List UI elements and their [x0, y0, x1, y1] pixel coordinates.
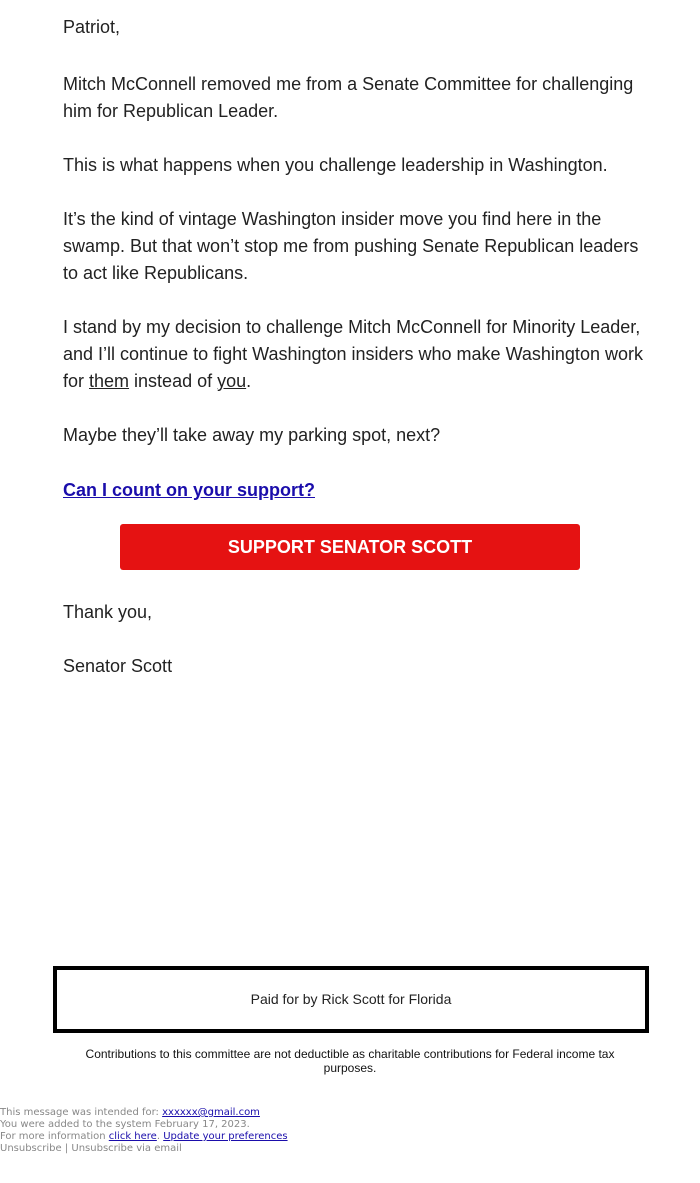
paragraph-2: This is what happens when you challenge leadership in Washington.: [63, 155, 608, 175]
paragraph-4: [63, 314, 643, 395]
paragraph-4-end: .: [246, 371, 252, 391]
signature: Senator Scott: [63, 656, 173, 676]
contributions-note: Contributions to this committee are not deductible as charitable contributions for Federal income tax purposes.: [85, 1047, 615, 1075]
paid-for-disclaimer-box: [53, 966, 649, 1033]
paragraph-3: It’s the kind of vintage Washington insider move you find here in the swamp. But that won’t stop me from pushing Senate Republican leaders to act like Republicans.: [63, 209, 639, 283]
unsubscribe-link[interactable]: Unsubscribe: [0, 1143, 62, 1154]
click-here-link[interactable]: click here: [108, 1131, 157, 1142]
added-date-line: You were added to the system February 17, 2023.: [0, 1119, 250, 1130]
intended-for-label: This message was intended for:: [0, 1107, 163, 1118]
support-senator-scott-button[interactable]: SUPPORT SENATOR SCOTT: [120, 524, 580, 570]
separator: .: [156, 1131, 164, 1142]
update-preferences-link[interactable]: Update your preferences: [163, 1131, 288, 1142]
support-link[interactable]: Can I count on your support?: [63, 480, 315, 500]
paragraph-5: Maybe they’ll take away my parking spot, next?: [63, 425, 441, 445]
pipe-separator: |: [61, 1143, 72, 1154]
emphasis-you: you: [217, 371, 247, 391]
closing: Thank you,: [63, 602, 153, 622]
intended-for-line: [0, 1107, 400, 1119]
recipient-email-link[interactable]: xxxxxx@gmail.com: [162, 1107, 260, 1118]
email-footer: [0, 1107, 400, 1155]
emphasis-them: them: [89, 371, 130, 391]
more-info-line: [0, 1131, 400, 1143]
paid-for-text: Paid for by Rick Scott for Florida: [250, 991, 452, 1007]
unsubscribe-email-link[interactable]: Unsubscribe via email: [71, 1143, 182, 1154]
greeting: Patriot,: [63, 17, 121, 37]
more-info-label: For more information: [0, 1131, 109, 1142]
paragraph-4-mid: instead of: [129, 371, 218, 391]
paragraph-1: Mitch McConnell removed me from a Senate Committee for challenging him for Republican Leader.: [63, 74, 634, 121]
paragraph-4-text: I stand by my decision to challenge Mitch McConnell for Minority Leader, and I’ll continue to fight Washington insiders who make Washington work for: [63, 317, 643, 391]
unsubscribe-line: [0, 1143, 400, 1155]
